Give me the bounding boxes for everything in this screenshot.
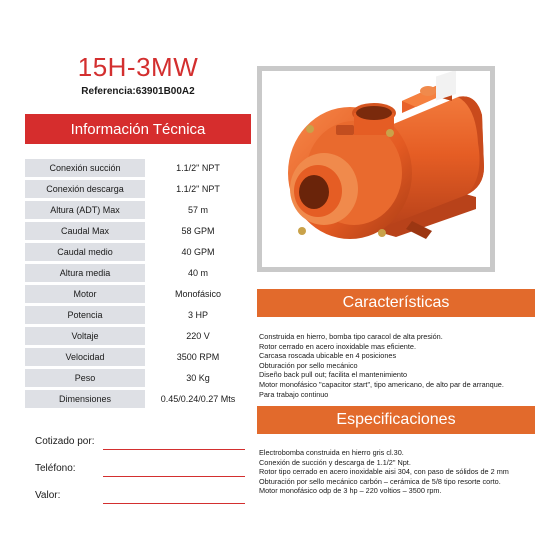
spec-label: Altura (ADT) Max xyxy=(25,201,145,219)
spec-row xyxy=(25,285,251,303)
valor-line xyxy=(103,503,245,504)
spec-row xyxy=(25,369,251,387)
telefono-line xyxy=(103,476,245,477)
caracteristicas-list xyxy=(259,332,541,399)
spec-label: Caudal Max xyxy=(25,222,145,240)
spec-row xyxy=(25,348,251,366)
spec-label: Conexión descarga xyxy=(25,180,145,198)
especificaciones-header: Especificaciones xyxy=(257,406,535,434)
tech-info-header: Información Técnica xyxy=(25,114,251,144)
spec-row xyxy=(25,306,251,324)
form-row-cotizado xyxy=(35,436,245,450)
spec-value: 40 GPM xyxy=(145,243,251,261)
spec-row xyxy=(25,180,251,198)
especificaciones-item: Conexión de succión y descarga de 1.1/2" Npt. xyxy=(259,457,411,467)
especificaciones-item: Rotor tipo cerrado en acero inoxidable aisi 304, con paso de sólidos de 2 mm xyxy=(259,467,509,477)
spec-value: 3 HP xyxy=(145,306,251,324)
spec-row xyxy=(25,327,251,345)
spec-value: 1.1/2" NPT xyxy=(145,159,251,177)
spec-value: Monofásico xyxy=(145,285,251,303)
pump-illustration xyxy=(262,71,490,267)
spec-table xyxy=(25,156,251,411)
cotizado-label: Cotizado por: xyxy=(35,436,95,447)
spec-value: 30 Kg xyxy=(145,369,251,387)
spec-value: 1.1/2" NPT xyxy=(145,180,251,198)
caracteristicas-header: Características xyxy=(257,289,535,317)
especificaciones-item: Electrobomba construida en hierro gris cl.30. xyxy=(259,448,404,457)
especificaciones-item: Motor monofásico odp de 3 hp – 220 voltios – 3500 rpm. xyxy=(259,486,442,496)
valor-label: Valor: xyxy=(35,490,61,501)
spec-row xyxy=(25,201,251,219)
caracteristicas-item: Obturación por sello mecánico xyxy=(259,360,358,370)
especificaciones-list xyxy=(259,448,541,496)
caracteristicas-item: Construida en hierro, bomba tipo caracol de alta presión. xyxy=(259,332,443,341)
cotizado-line xyxy=(103,449,245,450)
model-title: 15H-3MW xyxy=(77,52,199,82)
spec-value: 220 V xyxy=(145,327,251,345)
spec-label: Voltaje xyxy=(25,327,145,345)
spec-row xyxy=(25,264,251,282)
especificaciones-item: Obturación por sello mecánico carbón – cerámica de 5/8 tipo resorte corto. xyxy=(259,476,501,486)
spec-label: Peso xyxy=(25,369,145,387)
spec-label: Potencia xyxy=(25,306,145,324)
spec-label: Altura media xyxy=(25,264,145,282)
spec-label: Conexión succión xyxy=(25,159,145,177)
caracteristicas-item: Para trabajo continuo xyxy=(259,389,329,399)
caracteristicas-item: Carcasa roscada ubicable en 4 posiciones xyxy=(259,351,397,361)
spec-label: Velocidad xyxy=(25,348,145,366)
spec-value: 40 m xyxy=(145,264,251,282)
spec-value: 3500 RPM xyxy=(145,348,251,366)
form-row-valor xyxy=(35,490,245,504)
spec-label: Motor xyxy=(25,285,145,303)
caracteristicas-item: Motor monofásico "capacitor start", tipo americano, de alto par de arranque. xyxy=(259,379,504,389)
form-row-telefono xyxy=(35,463,245,477)
spec-value: 0.45/0.24/0.27 Mts xyxy=(145,390,251,408)
reference-line: Referencia:63901B00A2 xyxy=(81,86,195,97)
spec-row xyxy=(25,222,251,240)
caracteristicas-item: Diseño back pull out; facilita el mantenimiento xyxy=(259,370,408,380)
spec-label: Caudal medio xyxy=(25,243,145,261)
telefono-label: Teléfono: xyxy=(35,463,76,474)
spec-value: 57 m xyxy=(145,201,251,219)
spec-row xyxy=(25,390,251,408)
spec-row xyxy=(25,243,251,261)
pump-photo xyxy=(257,66,495,272)
caracteristicas-item: Rotor cerrado en acero inoxidable mas eficiente. xyxy=(259,341,416,351)
spec-row xyxy=(25,159,251,177)
spec-value: 58 GPM xyxy=(145,222,251,240)
spec-label: Dimensiones xyxy=(25,390,145,408)
